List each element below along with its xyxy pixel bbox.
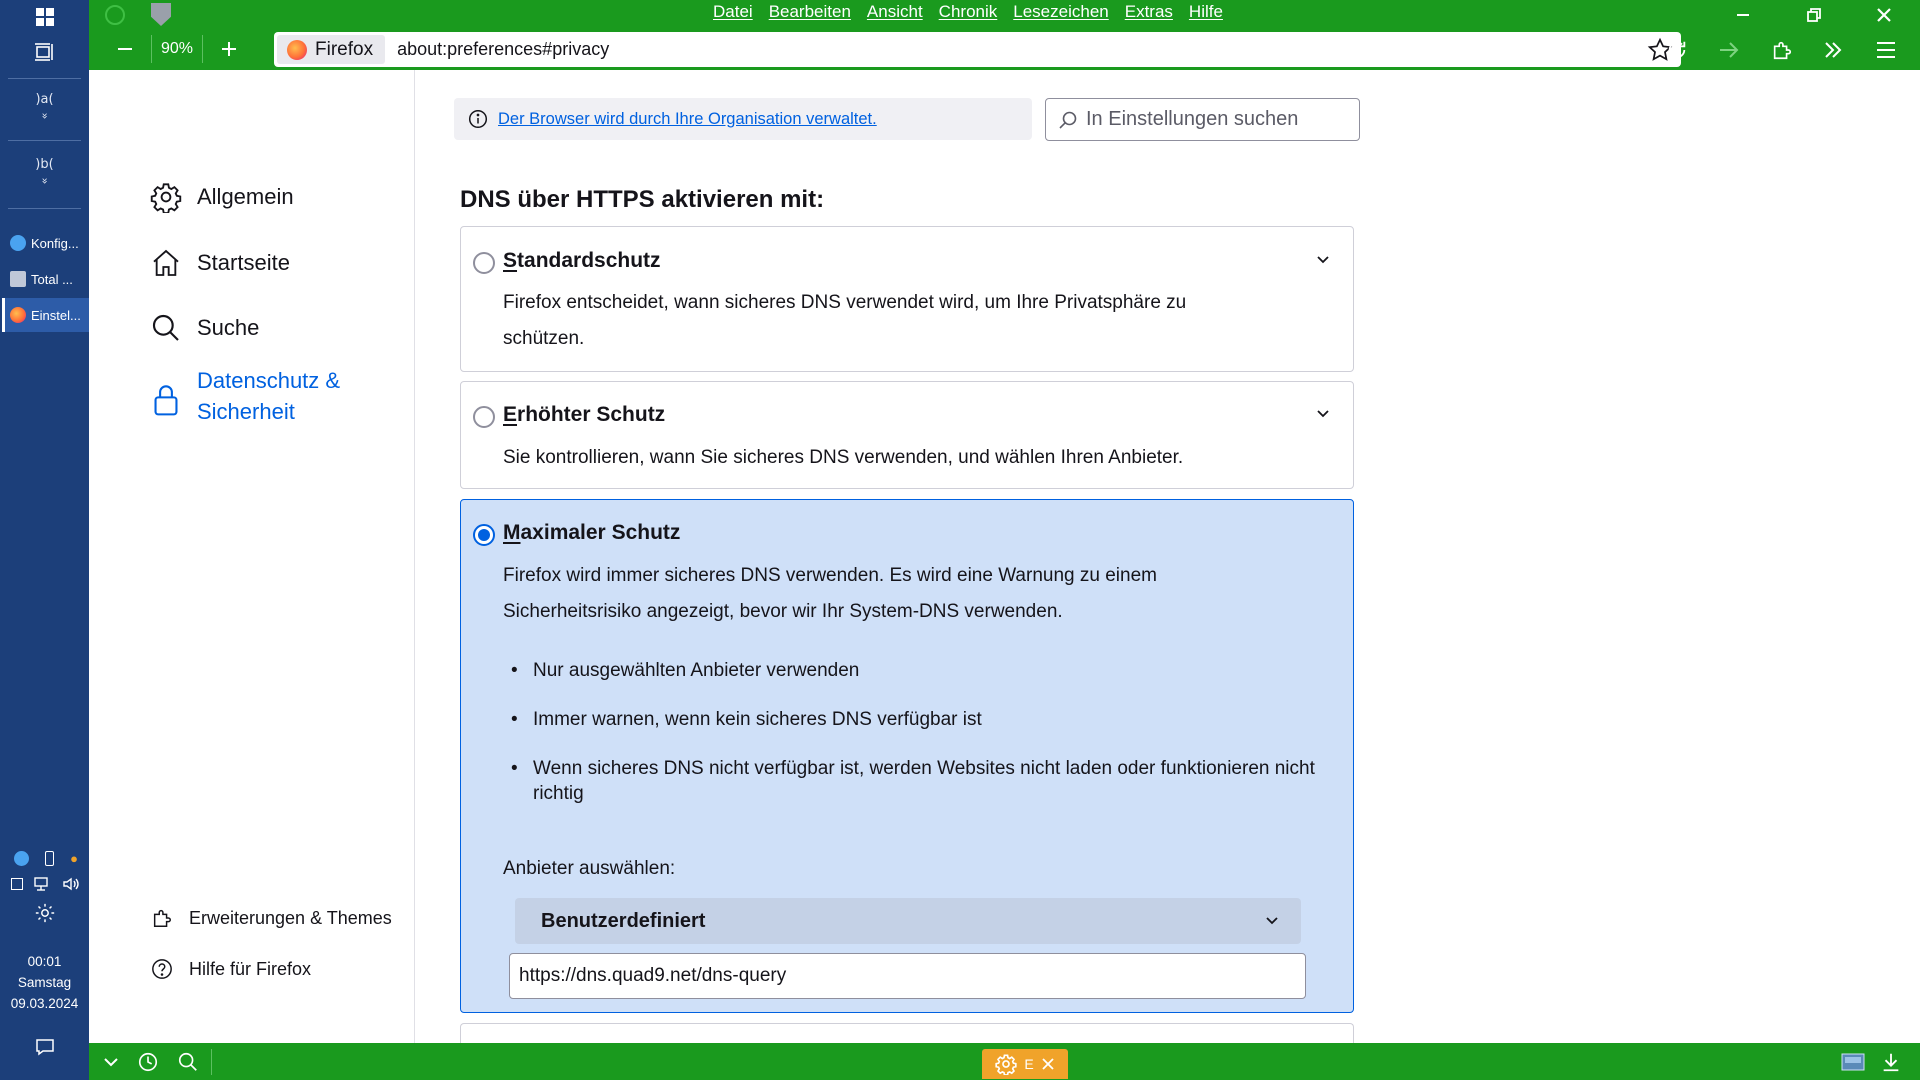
desktop-a-label: )a( [35, 92, 54, 107]
zoom-out-button[interactable] [107, 33, 143, 65]
category-privacy-label-line2: Sicherheit [197, 399, 295, 424]
navigation-toolbar [89, 29, 1920, 70]
ublock-shield-icon[interactable] [151, 3, 171, 26]
overflow-menu-button[interactable] [1813, 33, 1853, 67]
network-icon[interactable] [34, 877, 52, 891]
os-taskbar [0, 0, 89, 1080]
radio-max[interactable] [473, 524, 495, 546]
doh-max-desc-line2: Sicherheitsrisiko angezeigt, bevor wir Ihr System-DNS verwenden. [503, 601, 1063, 622]
doh-max-title [503, 521, 680, 545]
doh-default-title [503, 249, 661, 273]
tray-globe-icon[interactable] [14, 851, 29, 866]
url-bar[interactable] [274, 32, 1681, 67]
menu-bearbeiten[interactable]: Bearbeiten [768, 2, 851, 21]
virtual-desktop-a[interactable] [0, 92, 89, 124]
chevron-down-icon [1265, 916, 1279, 926]
category-privacy-label-line1: Datenschutz & [197, 368, 341, 393]
back-arrow-icon [1613, 40, 1635, 60]
doh-increased-title-rest: rhöhter Schutz [517, 403, 666, 426]
hamburger-icon [1875, 41, 1897, 59]
help-icon [149, 956, 175, 982]
window-icon[interactable] [11, 878, 23, 890]
status-divider [211, 1049, 212, 1075]
status-bar [89, 1043, 1920, 1080]
history-clock-icon[interactable] [134, 1049, 162, 1075]
flame-icon[interactable]: ● [70, 850, 78, 866]
firefox-icon [10, 307, 26, 323]
doh-section-title: DNS über HTTPS aktivieren mit: [460, 186, 825, 213]
extensions-button[interactable] [1762, 33, 1802, 67]
lock-icon [149, 383, 183, 417]
forward-arrow-icon [1718, 40, 1740, 60]
doh-option-increased[interactable] [460, 381, 1354, 489]
provider-select[interactable] [515, 898, 1301, 944]
firefox-help-link[interactable] [149, 956, 311, 982]
globe-icon [10, 235, 26, 251]
taskbar-task-total-commander[interactable] [2, 262, 89, 296]
zoom-in-button[interactable] [211, 33, 247, 65]
firefox-help-label: Hilfe für Firefox [189, 958, 312, 979]
preferences-sidebar [89, 70, 415, 1043]
puzzle-icon [1771, 39, 1793, 61]
doh-increased-title [503, 403, 665, 427]
radio-increased[interactable] [473, 406, 495, 428]
doh-max-description [503, 558, 1303, 630]
restore-icon [1806, 7, 1822, 23]
info-icon [468, 109, 488, 129]
puzzle-icon [149, 905, 175, 931]
hamburger-menu-button[interactable] [1866, 33, 1906, 67]
reload-icon [1666, 39, 1688, 61]
firefox-icon [287, 40, 307, 60]
home-icon [149, 246, 183, 280]
forward-button[interactable] [1709, 33, 1749, 67]
minus-icon [116, 40, 134, 58]
category-general-label: Allgemein [197, 184, 294, 209]
task-label: Einstel... [31, 307, 81, 323]
app-logo-icon [105, 5, 125, 25]
menu-chronik[interactable]: Chronik [938, 2, 998, 21]
desktop-a-chevron-icon: » [38, 112, 52, 120]
doh-max-bullets [503, 658, 1333, 806]
custom-provider-url-input[interactable]: https://dns.quad9.net/dns-query [509, 953, 1306, 999]
screen-capture-icon[interactable] [1839, 1049, 1867, 1075]
search-icon[interactable] [174, 1049, 202, 1075]
minimize-icon [1735, 7, 1751, 23]
doh-option-max[interactable] [460, 499, 1354, 1013]
taskbar-task-konfig[interactable] [2, 226, 89, 260]
menu-bar [713, 2, 1223, 22]
settings-search-input[interactable] [1045, 98, 1360, 141]
zoom-reset-button[interactable]: 90% [151, 35, 203, 63]
doh-default-description [503, 285, 1303, 357]
addons-themes-label: Erweiterungen & Themes [189, 907, 392, 928]
floppy-icon [10, 271, 26, 287]
download-status-panel[interactable] [982, 1049, 1068, 1079]
category-search[interactable] [149, 311, 259, 345]
task-label: Konfig... [31, 235, 79, 251]
clock-date[interactable]: 09.03.2024 [10, 996, 79, 1011]
settings-gear-icon[interactable] [0, 902, 89, 924]
notification-icon[interactable] [0, 1034, 89, 1060]
close-icon[interactable] [1041, 1057, 1055, 1071]
category-general[interactable] [149, 180, 294, 214]
chevron-down-icon[interactable] [1313, 404, 1333, 424]
menu-datei[interactable]: Datei [713, 2, 753, 21]
menu-extras[interactable]: Extras [1124, 2, 1173, 21]
download-label: E [1024, 1056, 1034, 1072]
search-placeholder: In Einstellungen suchen [1086, 108, 1299, 130]
doh-default-title-rest: tandardschutz [517, 249, 661, 272]
provider-label: Anbieter auswählen: [503, 858, 676, 879]
usb-drive-icon[interactable] [45, 851, 54, 866]
back-button[interactable] [1604, 33, 1644, 67]
chevron-down-icon[interactable] [97, 1049, 125, 1075]
doh-option-default[interactable] [460, 226, 1354, 372]
search-icon [149, 311, 183, 345]
list-item: • Nur ausgewählten Anbieter verwenden [503, 658, 1333, 683]
provider-selected-value: Benutzerdefiniert [541, 909, 706, 932]
doh-max-desc-line1: Firefox wird immer sicheres DNS verwenden. Es wird eine Warnung zu einem [503, 565, 1157, 586]
category-privacy-label [197, 365, 340, 427]
windows-start-icon[interactable] [0, 4, 89, 30]
restore-button[interactable] [1784, 0, 1844, 29]
desktop-b-chevron-icon: » [38, 177, 52, 185]
close-window-button[interactable] [1854, 0, 1914, 29]
chevron-down-icon[interactable] [1313, 250, 1333, 270]
category-search-label: Suche [197, 315, 260, 340]
accesskey-m: M [503, 521, 521, 544]
window-titlebar [89, 0, 1920, 29]
clock-time[interactable]: 00:01 [27, 954, 62, 969]
desktop-b-label: )b( [35, 157, 54, 172]
gear-icon [995, 1053, 1017, 1075]
search-icon [1058, 110, 1078, 130]
doh-increased-description: Sie kontrollieren, wann Sie sicheres DNS verwenden, und wählen Ihren Anbieter. [503, 447, 1184, 468]
task-label: Total ... [31, 271, 73, 287]
task-view-icon[interactable] [0, 38, 89, 66]
virtual-desktop-b[interactable] [0, 157, 89, 189]
identity-box[interactable] [277, 35, 385, 64]
clock-day[interactable]: Samstag [17, 975, 72, 990]
category-home[interactable] [149, 246, 290, 280]
category-home-label: Startseite [197, 250, 290, 275]
volume-icon[interactable] [63, 877, 81, 891]
policy-notice [454, 98, 1032, 140]
menu-ansicht[interactable]: Ansicht [866, 2, 923, 21]
doh-default-desc-line1: Firefox entscheidet, wann sicheres DNS verwendet wird, um Ihre Privatsphäre zu [503, 292, 1187, 313]
url-text[interactable]: about:preferences#privacy [397, 39, 610, 59]
download-icon[interactable] [1877, 1049, 1905, 1075]
preferences-page [89, 70, 1920, 1043]
list-item: • Immer warnen, wenn kein sicheres DNS verfügbar ist [503, 707, 1333, 732]
category-privacy[interactable] [149, 365, 340, 427]
plus-icon [220, 40, 238, 58]
doh-max-title-rest: aximaler Schutz [520, 521, 681, 544]
taskbar-separator [8, 208, 81, 209]
accesskey-s: S [503, 249, 518, 272]
addons-themes-link[interactable] [149, 905, 392, 931]
reload-button[interactable] [1657, 33, 1697, 67]
taskbar-task-firefox-settings[interactable] [2, 298, 89, 332]
radio-default[interactable] [473, 252, 495, 274]
close-icon [1876, 7, 1892, 23]
minimize-button[interactable] [1713, 0, 1773, 29]
identity-label: Firefox [315, 38, 374, 60]
doh-default-desc-line2: schützen. [503, 328, 585, 349]
menu-hilfe[interactable]: Hilfe [1188, 2, 1223, 21]
double-chevron-right-icon [1822, 40, 1844, 60]
list-item: • Wenn sicheres DNS nicht verfügbar ist, werden Websites nicht laden oder funktionieren nicht richtig [503, 756, 1333, 806]
accesskey-e: E [503, 403, 518, 426]
menu-lesezeichen[interactable]: Lesezeichen [1013, 2, 1109, 21]
gear-icon [149, 180, 183, 214]
policy-link[interactable]: Der Browser wird durch Ihre Organisation verwaltet. [498, 109, 877, 128]
